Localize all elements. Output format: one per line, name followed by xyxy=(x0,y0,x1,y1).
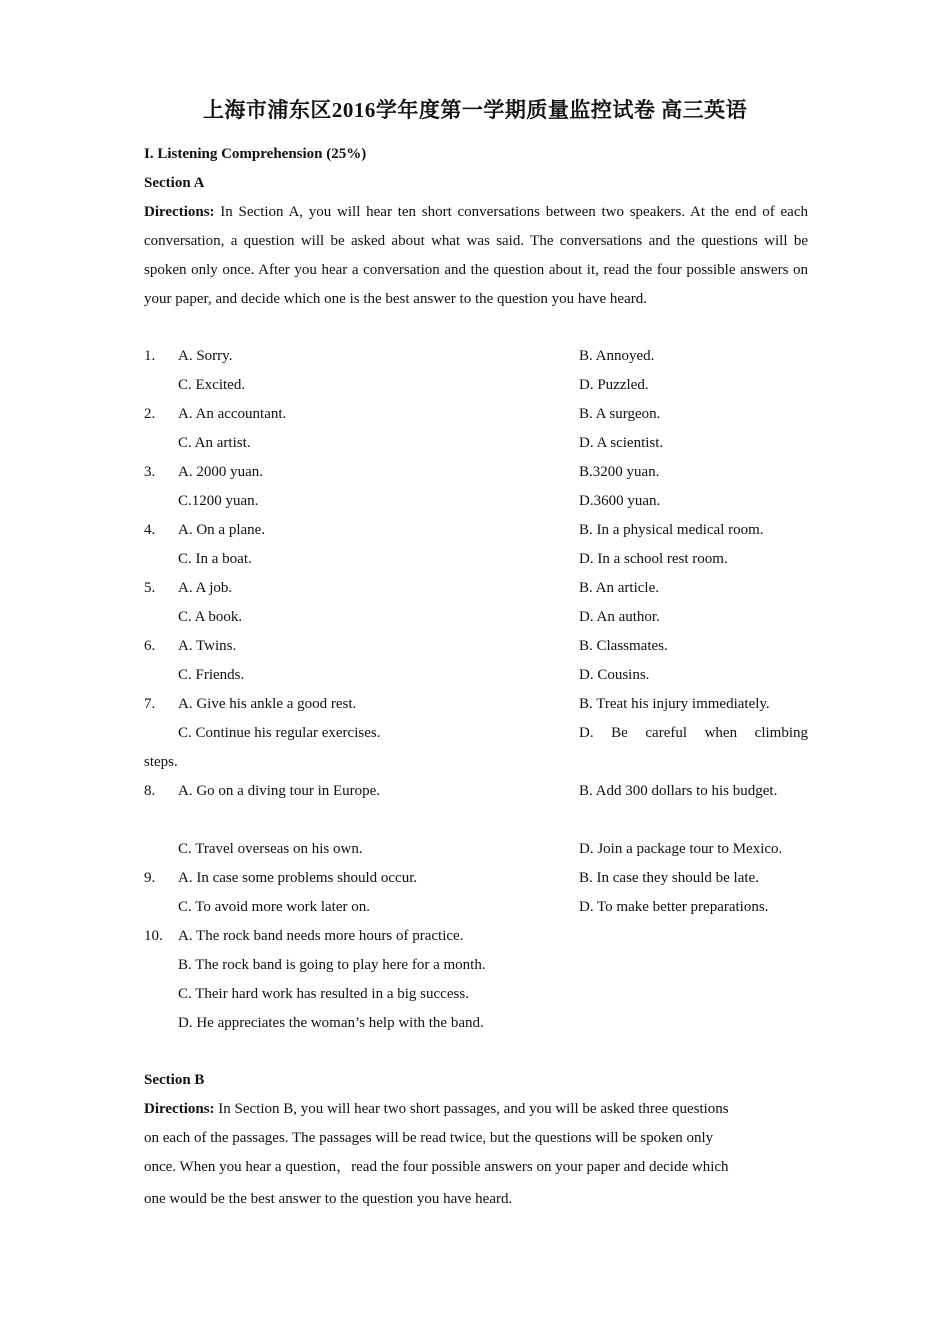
question-number: 2. xyxy=(144,406,156,422)
section-b-directions-line xyxy=(144,1095,729,1124)
part-heading: I. Listening Comprehension (25%) xyxy=(144,146,367,162)
question-row xyxy=(144,574,808,603)
question-row xyxy=(144,458,808,487)
question-row xyxy=(144,690,808,719)
question-row xyxy=(144,371,808,400)
question-row xyxy=(144,835,808,864)
option-d: D. An author. xyxy=(579,609,660,625)
option-a: A. A job. xyxy=(178,580,233,596)
option-d: D. In a school rest room. xyxy=(579,551,728,567)
question-row xyxy=(144,893,808,922)
question-row xyxy=(144,951,808,980)
question-row xyxy=(144,400,808,429)
option-c: C.1200 yuan. xyxy=(178,493,259,509)
option-b: B. An article. xyxy=(579,580,659,596)
option-b: B. In case they should be late. xyxy=(579,870,759,886)
option-b: B.3200 yuan. xyxy=(579,464,660,480)
question-number: 1. xyxy=(144,348,156,364)
option-c: C. Travel overseas on his own. xyxy=(178,841,363,857)
option-a: A. On a plane. xyxy=(178,522,266,538)
option-c: C. Friends. xyxy=(178,667,245,683)
question-row xyxy=(144,777,808,806)
question-row xyxy=(144,748,808,777)
option-b: B. Annoyed. xyxy=(579,348,655,364)
directions-label: Directions: xyxy=(144,1101,215,1117)
section-b-directions-line: once. When you hear a question，read the four possible answers on your paper and decide which xyxy=(144,1159,729,1175)
option-a: A. 2000 yuan. xyxy=(178,464,263,480)
section-b-heading: Section B xyxy=(144,1072,205,1088)
option-b: B. A surgeon. xyxy=(579,406,661,422)
question-row xyxy=(144,719,808,748)
question-number: 7. xyxy=(144,696,156,712)
section-a-heading: Section A xyxy=(144,175,205,191)
question-row xyxy=(144,1009,808,1038)
question-row xyxy=(144,980,808,1009)
option-d: D. Cousins. xyxy=(579,667,650,683)
directions-label: Directions: xyxy=(144,204,215,220)
option-a: A. Twins. xyxy=(178,638,237,654)
option-d: D. He appreciates the woman’s help with the band. xyxy=(178,1015,484,1031)
question-row xyxy=(144,429,808,458)
option-d-continuation: steps. xyxy=(144,754,178,770)
option-d: D. Puzzled. xyxy=(579,377,649,393)
option-a: A. An accountant. xyxy=(178,406,287,422)
question-number: 3. xyxy=(144,464,156,480)
option-b: B. Classmates. xyxy=(579,638,668,654)
option-d: D.3600 yuan. xyxy=(579,493,661,509)
option-b: B. Treat his injury immediately. xyxy=(579,696,770,712)
option-a: A. Give his ankle a good rest. xyxy=(178,696,357,712)
option-c: C. Their hard work has resulted in a big success. xyxy=(178,986,469,1002)
question-number: 10. xyxy=(144,928,163,944)
option-d: D. A scientist. xyxy=(579,435,664,451)
question-number: 4. xyxy=(144,522,156,538)
question-row xyxy=(144,487,808,516)
option-b: B. In a physical medical room. xyxy=(579,522,764,538)
question-row xyxy=(144,545,808,574)
question-row xyxy=(144,864,808,893)
option-c: C. A book. xyxy=(178,609,243,625)
question-row xyxy=(144,922,808,951)
option-a: A. Go on a diving tour in Europe. xyxy=(178,783,381,799)
question-number: 6. xyxy=(144,638,156,654)
option-c: C. In a boat. xyxy=(178,551,252,567)
question-row xyxy=(144,661,808,690)
option-d: D. Be careful when climbing xyxy=(579,725,808,741)
page-title: 上海市浦东区2016学年度第一学期质量监控试卷 高三英语 xyxy=(202,98,748,122)
option-b: B. The rock band is going to play here for a month. xyxy=(178,957,486,973)
option-c: C. Continue his regular exercises. xyxy=(178,725,381,741)
option-a: A. In case some problems should occur. xyxy=(178,870,418,886)
directions-text: In Section B, you will hear two short passages, and you will be asked three questions xyxy=(214,1101,729,1117)
question-row xyxy=(144,632,808,661)
option-c: C. To avoid more work later on. xyxy=(178,899,370,915)
option-c: C. An artist. xyxy=(178,435,251,451)
question-number: 9. xyxy=(144,870,156,886)
option-c: C. Excited. xyxy=(178,377,246,393)
section-b-directions-line: on each of the passages. The passages will be read twice, but the questions will be spoken only xyxy=(144,1130,714,1146)
option-a: A. The rock band needs more hours of practice. xyxy=(178,928,464,944)
option-d: D. To make better preparations. xyxy=(579,899,769,915)
option-b: B. Add 300 dollars to his budget. xyxy=(579,783,778,799)
section-a-directions xyxy=(144,198,808,314)
section-b-directions-line: one would be the best answer to the question you have heard. xyxy=(144,1191,513,1207)
question-row xyxy=(144,516,808,545)
question-row xyxy=(144,603,808,632)
directions-text: In Section A, you will hear ten short conversations between two speakers. At the end of each conversation, a question will be asked about what was said. The conversations and the questions will be spoken only once. After you hear a conversation and the question about it, read the four possible answers on your paper, and decide which one is the best answer to the question you have heard. xyxy=(144,204,808,307)
question-row xyxy=(144,342,808,371)
question-number: 8. xyxy=(144,783,156,799)
option-a: A. Sorry. xyxy=(178,348,233,364)
question-number: 5. xyxy=(144,580,156,596)
option-d: D. Join a package tour to Mexico. xyxy=(579,841,783,857)
